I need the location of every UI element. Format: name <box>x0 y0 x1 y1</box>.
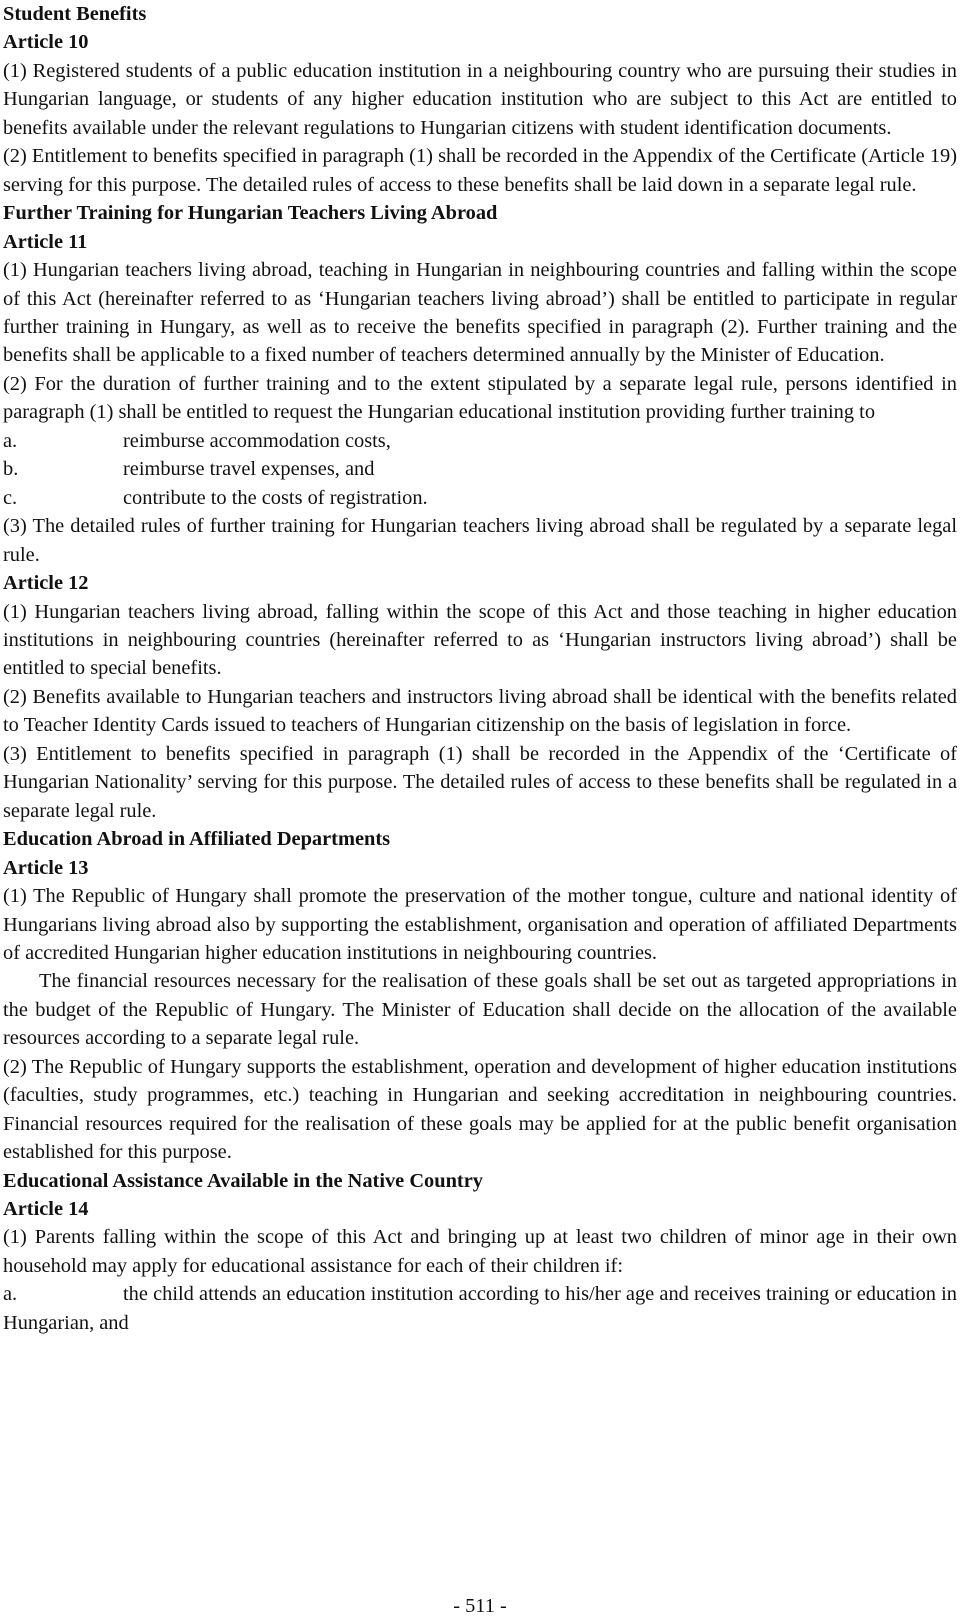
art11-para-1: (1) Hungarian teachers living abroad, teaching in Hungarian in neighbouring countries and falling within the scope of this Act (hereinafter referred to as ‘Hungarian teachers living abroad’) shall be entitled to participate in regular further training in Hungary, as well as to receive the benefits specified in paragraph (2). Further training and the benefits shall be applicable to a fixed number of teachers determined annually by the Minister of Education. <box>3 259 957 367</box>
art11-para-2: (2) For the duration of further training and to the extent stipulated by a separate legal rule, persons identified in paragraph (1) shall be entitled to request the Hungarian educational institution providing further training to <box>3 372 957 424</box>
list-text: reimburse travel expenses, and <box>123 458 375 481</box>
heading-educational-assistance: Educational Assistance Available in the Native Country <box>3 1169 483 1192</box>
art11-list-a <box>3 427 957 455</box>
list-text: reimburse accommodation costs, <box>123 429 391 452</box>
art11-para-3: (3) The detailed rules of further training for Hungarian teachers living abroad shall be regulated by a separate legal rule. <box>3 515 957 566</box>
art13-para-2: (2) The Republic of Hungary supports the establishment, operation and development of higher education institutions (faculties, study programmes, etc.) teaching in Hungarian and seeking accreditation in neighbouring countries. Financial resources required for the realisation of these goals may be applied for at the public benefit organisation established for this purpose. <box>3 1055 957 1164</box>
article-13-title: Article 13 <box>3 856 89 879</box>
list-marker: a. <box>3 429 18 452</box>
list-text: contribute to the costs of registration. <box>123 486 428 509</box>
document-page <box>3 0 957 1337</box>
art13-para-1b: The financial resources necessary for the realisation of these goals shall be set out as targeted appropriations in the budget of the Republic of Hungary. The Minister of Education shall decide on the allocation of the available resources according to a separate legal rule. <box>3 970 957 1050</box>
list-marker: a. <box>3 1283 18 1306</box>
art10-para-2: (2) Entitlement to benefits specified in paragraph (1) shall be recorded in the Appendix of the Certificate (Article 19) serving for this purpose. The detailed rules of access to these benefits shall be laid down in a separate legal rule. <box>3 145 957 196</box>
page-number: - 511 - <box>453 1595 507 1617</box>
art14-para-1: (1) Parents falling within the scope of this Act and bringing up at least two children of minor age in their own household may apply for educational assistance for each of their children if: <box>3 1226 957 1277</box>
art11-list-c <box>3 484 957 512</box>
list-marker: b. <box>3 458 19 481</box>
article-14-title: Article 14 <box>3 1198 89 1221</box>
art11-list-b <box>3 455 957 483</box>
list-text: the child attends an education institution according to his/her age and receives training or education in Hungarian, and <box>3 1283 957 1334</box>
list-marker: c. <box>3 486 18 509</box>
article-10-title: Article 10 <box>3 31 89 54</box>
heading-student-benefits: Student Benefits <box>3 3 147 25</box>
article-12-title: Article 12 <box>3 572 89 595</box>
heading-education-abroad: Education Abroad in Affiliated Departments <box>3 828 391 851</box>
article-11-title: Article 11 <box>3 230 88 253</box>
art12-para-1: (1) Hungarian teachers living abroad, falling within the scope of this Act and those teaching in higher education institutions in neighbouring countries (hereinafter referred to as ‘Hungarian instructors living abroad’) shall be entitled to special benefits. <box>3 600 957 680</box>
art10-para-1: (1) Registered students of a public education institution in a neighbouring country who are pursuing their studies in Hungarian language, or students of any higher education institution who are subject to this Act are entitled to benefits available under the relevant regulations to Hungarian citizens with student identification documents. <box>3 59 957 139</box>
art12-para-3: (3) Entitlement to benefits specified in paragraph (1) shall be recorded in the Appendix of the ‘Certificate of Hungarian Nationality’ serving for this purpose. The detailed rules of access to these benefits shall be regulated in a separate legal rule. <box>3 742 957 822</box>
art12-para-2: (2) Benefits available to Hungarian teachers and instructors living abroad shall be identical with the benefits related to Teacher Identity Cards issued to teachers of Hungarian citizenship on the basis of legislation in force. <box>3 685 957 737</box>
heading-further-training: Further Training for Hungarian Teachers Living Abroad <box>3 202 498 225</box>
art13-para-1: (1) The Republic of Hungary shall promote the preservation of the mother tongue, culture and national identity of Hungarians living abroad also by supporting the establishment, organisation and operation of affiliated Departments of accredited Hungarian higher education institutions in neighbouring countries. <box>3 885 957 964</box>
art14-list-a <box>3 1280 957 1337</box>
